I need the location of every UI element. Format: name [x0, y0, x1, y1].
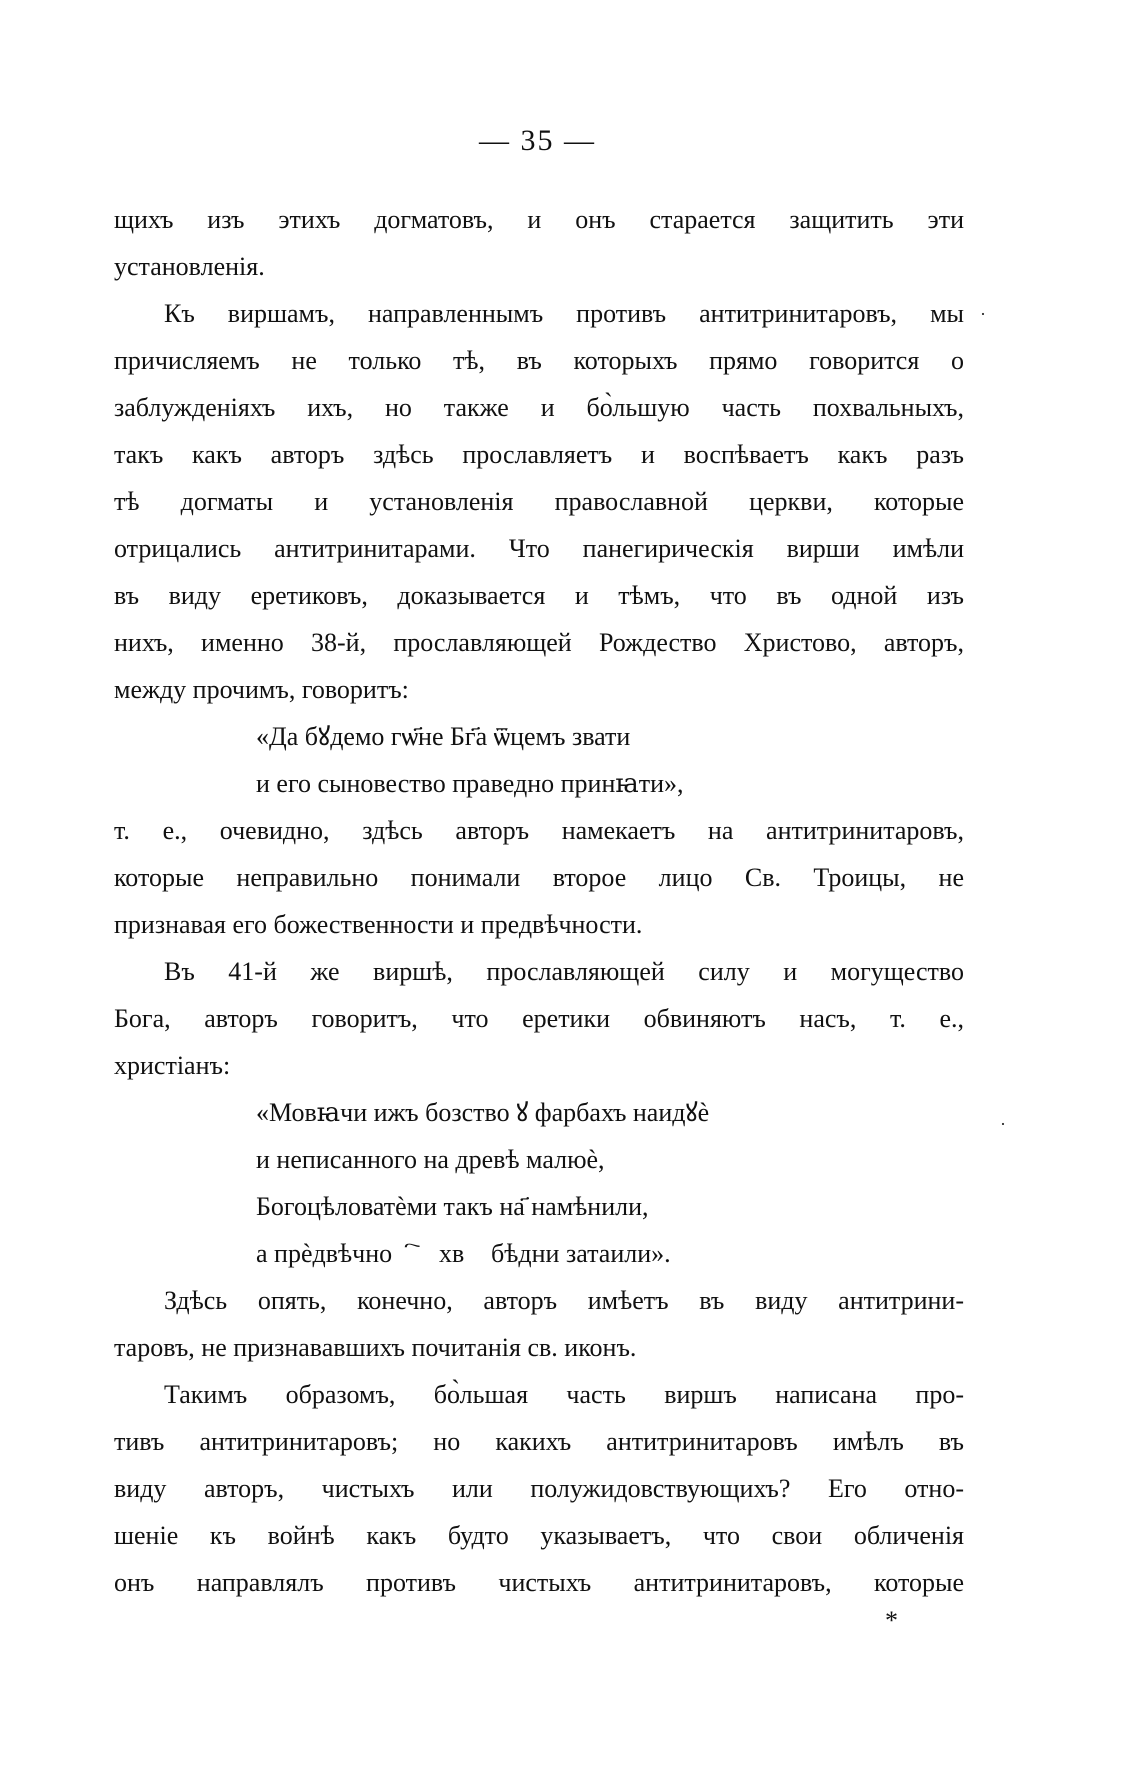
text-line: причисляемъ не только тѣ, въ которыхъ прямо говорится о — [114, 346, 964, 375]
text-line: между прочимъ, говоритъ: — [114, 675, 409, 704]
text-line: онъ направлялъ противъ чистыхъ антитринитаровъ, которые — [114, 1568, 964, 1597]
text-line: заблужденіяхъ ихъ, но также и бо̀льшую часть похвальныхъ, — [114, 393, 964, 422]
verse-line: Богоцѣловатѐми такъ на҃ намѣнили, — [256, 1192, 649, 1221]
verse-line: «Да бꙋдемо гѡ҃не Бг҃а ѿцемъ звати — [256, 722, 631, 751]
text-line: Къ виршамъ, направленнымъ противъ антитринитаровъ, мы — [164, 299, 964, 328]
verse-line: «Мовꙗчи ижъ бозство ꙋ фарбахъ наидꙋѐ — [256, 1098, 710, 1127]
text-line: тѣ догматы и установленія православной церкви, которые — [114, 487, 964, 516]
text-line: Въ 41-й же виршѣ, прославляющей силу и могущество — [164, 957, 964, 986]
text-line: признавая его божественности и предвѣчности. — [114, 910, 643, 939]
text-line: таровъ, не признававшихъ почитанія св. иконъ. — [114, 1333, 637, 1362]
text-line: Здѣсь опять, конечно, авторъ имѣетъ въ виду антитрини- — [164, 1286, 964, 1315]
text-line: Такимъ образомъ, бо̀льшая часть виршъ написана про- — [164, 1380, 964, 1409]
text-line: т. е., очевидно, здѣсь авторъ намекаетъ на антитринитаровъ, — [114, 816, 964, 845]
page-number: — 35 — — [479, 124, 596, 157]
text-line: виду авторъ, чистыхъ или полужидовствующихъ? Его отно- — [114, 1474, 964, 1503]
stray-mark: · — [1000, 1114, 1006, 1134]
text-line: установленія. — [114, 252, 265, 281]
text-line: тивъ антитринитаровъ; но какихъ антитринитаровъ имѣлъ въ — [114, 1427, 964, 1456]
stray-mark: · — [980, 304, 986, 324]
text-line: шеніе къ войнѣ какъ будто указываетъ, что свои обличенія — [114, 1521, 964, 1550]
text-line: такъ какъ авторъ здѣсь прославляетъ и воспѣваетъ какъ разъ — [114, 440, 964, 469]
verse-line: и его сыновество праведно принꙗти», — [256, 769, 684, 798]
text-line: которые неправильно понимали второе лицо Св. Троицы, не — [114, 863, 964, 892]
body-text — [114, 196, 964, 1606]
verse-line: и неписанного на древѣ малюѐ, — [256, 1145, 605, 1174]
text-line: въ виду еретиковъ, доказывается и тѣмъ, что въ одной изъ — [114, 581, 964, 610]
text-line: Бога, авторъ говоритъ, что еретики обвиняютъ насъ, т. е., — [114, 1004, 964, 1033]
signature-mark: * — [885, 1606, 898, 1635]
verse-line: а прѐдвѣчноⷭ҇ⷮ хвꙋ бѣдни затаили». — [256, 1239, 671, 1268]
text-line: отрицались антитринитарами. Что панегирическія вирши имѣли — [114, 534, 964, 563]
text-line: нихъ, именно 38-й, прославляющей Рождество Христово, авторъ, — [114, 628, 964, 657]
text-line: щихъ изъ этихъ догматовъ, и онъ старается защитить эти — [114, 205, 964, 234]
text-line: христіанъ: — [114, 1051, 231, 1080]
